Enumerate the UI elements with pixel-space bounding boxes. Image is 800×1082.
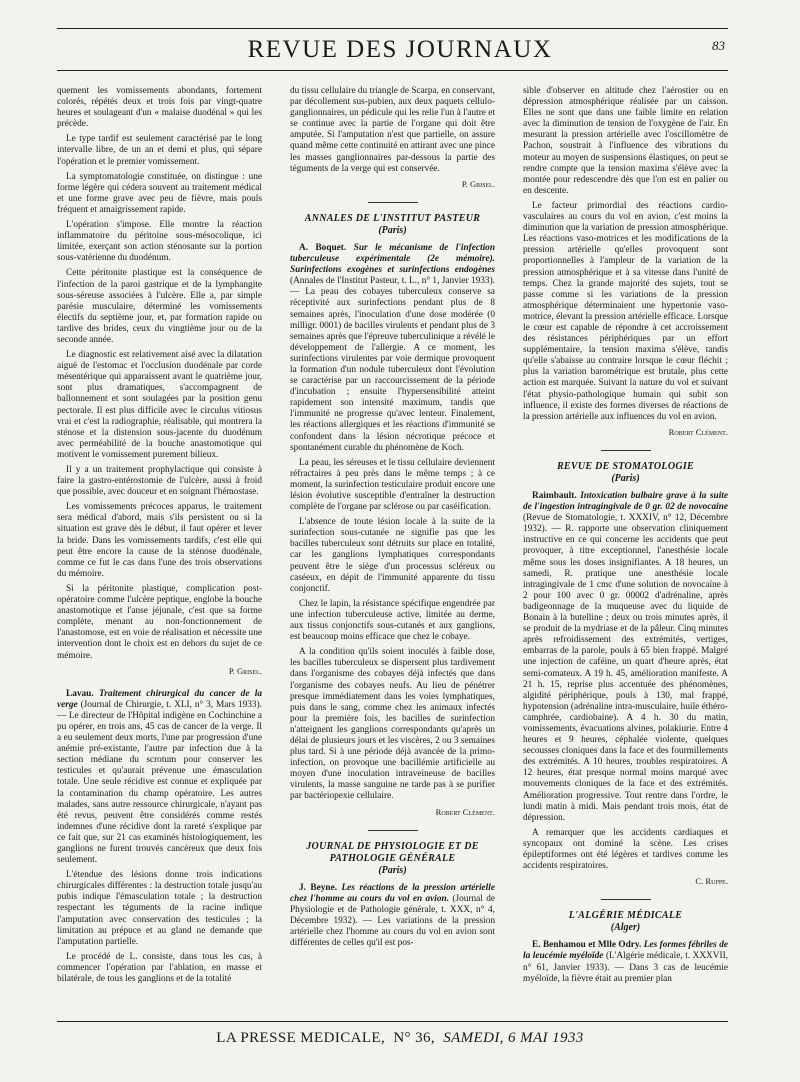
paragraph: quement les vomissements abondants, fortement colorés, répétés deux et trois fois par vingt-quatre heures et soulageant d'un « malaise duodénal » qui les précède. — [57, 86, 262, 130]
paragraph: A la condition qu'ils soient inoculés à faible dose, les bacilles tuberculeux se dispersent plus tardivement dans l'organisme des cobayes déjà infectés que dans l'organisme des cobayes neufs. Au lieu de pénétrer presque immédiatement dans les voies lymphatiques, puis dans le sang, comme chez les animaux infectés pour la première fois, les bacilles de surinfection n'atteignent les ganglions correspondants qu'après un délai de plusieurs jours et les viscères, 2 ou 3 semaines plus tard. Si à une période déjà avancée de la primo-infection, on provoque une bacillémie artificielle au moyen d'une inoculation intraveineuse de bacilles virulents, la masse sanguine ne tarde pas à se purifier par bactériopexie cellulaire. — [290, 647, 495, 802]
paragraph: Chez le lapin, la résistance spécifique engendrée par une infection tuberculeuse active, limitée au derme, aux tissus conjonctifs sous-cutanés et aux ganglions, est beaucoup moins efficace que chez le cobaye. — [290, 598, 495, 643]
article-text: Les variations de la pression artérielle chez l'homme au cours du vol en avion sont différentes de celles qu'il est pos- — [290, 916, 495, 949]
paragraph: A remarquer que les accidents cardiaques et syncopaux ont dominé la scène. Les crises épileptiformes ont été légères et tardives comme les accidents respiratoires. — [523, 827, 728, 872]
paragraph: L'étendue des lésions donne trois indications chirurgicales différentes : la destruction totale jusqu'au pubis indique l'émasculation totale ; la destruction respectant les téguments de la racine indique l'amputation avec conservation des testicules ; la limitation au prépuce et au gland ne demande que l'amputation partielle. — [57, 870, 262, 947]
page-number: 83 — [712, 38, 725, 53]
journal-section-city: (Paris) — [378, 224, 407, 236]
article-author: E. Benhamou et Mlle Odry. — [532, 940, 642, 951]
paragraph: Le type tardif est seulement caractérisé par le long intervalle libre, de un an et demi et plus, qui sépare l'opération et le premier vomissement. — [57, 134, 262, 167]
header-rule-bottom — [57, 70, 728, 71]
paragraph: Le procédé de L. consiste, dans tous les cas, à commencer l'opération par l'ablation, en masse et bilatérale, de tous les ganglions et de la totalité — [57, 951, 262, 985]
section-divider — [368, 202, 418, 203]
signature: Robert Clément. — [435, 806, 495, 817]
article-author: A. Boquet. — [299, 242, 347, 253]
footer-journal: LA PRESSE MEDICALE, — [216, 1030, 386, 1046]
journal-section-heading: L'ALGÉRIE MÉDICALE — [568, 910, 683, 922]
paragraph: Le facteur primordial des réactions cardio-vasculaires au cours du vol en avion, c'est moins la diminution que la variation de pression atmosphérique. Les réactions vaso-motrices et les modifications de la pression artérielle qu'elles provoquent sont proportionnelles à l'ampleur de la variation de la pression atmosphérique et à sa vitesse dans l'unité de temps. Chez la grande majorité des sujets, tout se passe comme si les variations de la pression atmosphérique déterminaient une hypertonie vaso-motrice, élevant la pression artérielle efficace. Lorsque le cœur est capable de répondre à cet accroissement des résistances périphériques par un effort supplémentaire, la tension maxima s'élève, tandis qu'elle s'abaisse au contraire lorsque le cœur fléchit ; plus la variation barométrique est brutale, plus cette action est marquée. Suivant la nature du vol et suivant l'état physio-pathologique humain qui subit son influence, il existe des formes diverses de réactions de la pression artérielle aux influences du vol en avion. — [523, 200, 728, 422]
article-lead — [57, 689, 262, 867]
article-title: Sur le mécanisme de l'infection tuberculeuse expérimentale (2e mémoire). Surinfections exogènes et surinfections endogènes — [290, 242, 495, 276]
footer-date: SAMEDI, 6 MAI 1933 — [443, 1030, 584, 1046]
paragraph: L'absence de toute lésion locale à la suite de la surinfection sous-cutanée ne signifie pas que les bacilles tuberculeux sont détruits sur place en totalité, car les ganglions lymphatiques correspondants peuvent être le siège d'un processus scléreux ou caséeux, en dépit de l'immunité apparente du tissu conjonctif. — [290, 517, 495, 594]
article-text: R. rapporte une observation cliniquement instructive en ce qui concerne les accidents que peut provoquer, à titre exceptionnel, l'anesthésie locale même sous les doses insignifiantes. A 18 heures, un samedi, R. pratique une anesthésie locale intragingivale de 1 cmc d'une solution de novocaïne à 2 pour 100 avec 0 gr. 00002 d'adrénaline, après badigeonnage de la muqueuse avec du liquide de Bonain à la butelline ; deux ou trois minutes après, il se produit de la mydriase et de la pâleur. Cinq minutes après refroidissement des extrémités, vertiges, embarras de la parole, pouls à 65 bien frappé. Malgré une injection de caféine, un quart d'heure après, état semi-comateux. A 19 h. 45, amélioration manifeste. A 21 h. 15, reprise plus accentuée des phénomènes, algidité périphérique, pouls à 130, mal frappé, hypotension (adrénaline intra-musculaire, huile éthéro-camphrée, cardiobaine). A 4 h. 30 du matin, vomissements, évacuations alvines, polakiurie. Entre 4 heures et 9 heures, céphalée violente, quelques secousses cloniques dans la face et des fourmillements des extrémités. A 10 heures, troubles respiratoires. A 12 heures, état presque normal moins marqué avec mouvements cloniques de la face et des extrémités. Amélioration progressive. Tout rentre dans l'ordre, le lundi matin à midi. Mais pendant trois mois, état de dépression. — [523, 524, 729, 823]
article-text: La peau des cobayes tuberculeux conserve sa réceptivité aux surinfections pendant plus de 8 semaines après, l'inoculation d'une dose modérée (0 milligr. 0001) de bacilles virulents et pendant plus de 3 semaines après que l'épreuve tuberculinique a révélé le développement de l'allergie. A ce moment, les surinfections virulentes par voie dermique provoquent la formation d'un nodule tuberculeux dont l'évolution se caractérise par un raccourcissement de la période d'incubation ; ensuite l'hypersensibilité atteint rapidement son intensité maximum, tandis que l'immunité ne progresse qu'avec lenteur. Finalement, les réactions allergiques et les réactions d'immunité se confondent dans la lésion nécrotique précoce et spontanément curable du phénomène de Koch. — [290, 287, 495, 453]
article-title: Les réactions de la pression artérielle chez l'homme au cours du vol en avion. — [290, 882, 495, 904]
signature: C. Ruppe. — [695, 876, 728, 887]
paragraph: La peau, les séreuses et le tissu cellulaire deviennent réfractaires à peu près dans le même temps ; à ce moment, la surinfection testiculaire produit encore une lésion évolutive susceptible d'entraîner la destruction complète de l'organe par sclérose ou par caséification. — [290, 457, 495, 513]
journal-section-city: (Paris) — [611, 472, 640, 484]
article-reference: (Journal de Chirurgie, t. XLI, n° 3, Mars 1933). — — [57, 699, 262, 721]
journal-section-city: (Alger) — [610, 922, 641, 934]
article-text: Dans 3 cas de leucémie myéloïde, la fièvre était au premier plan — [523, 962, 728, 984]
section-divider — [601, 899, 651, 900]
article-lead — [290, 243, 495, 454]
article-lead — [290, 883, 495, 950]
paragraph: L'opération s'impose. Elle montre la réaction inflammatoire du péritoine sous-mésocolique, ici limitée, exerçant son action sténosante sur la portion sous-vatérienne du duodénum. — [57, 220, 262, 264]
article-author: Raimbault. — [532, 491, 577, 501]
page-footer — [0, 1030, 800, 1047]
header-rule-top — [57, 28, 728, 29]
article-author: J. Beyne. — [299, 882, 338, 893]
paragraph: Si la péritonite plastique, complication post-opératoire comme l'ulcère peptique, englobe la bouche anastomotique et l'anse jéjunale, c'est que sa forme complète, menant au non-fonctionnement de l'anastomose, est en voie de réalisation et nécessite une intervention dont le choix est en dehors du sujet de ce mémoire. — [57, 583, 262, 661]
running-header-title: REVUE DES JOURNAUX — [247, 36, 553, 63]
article-title: Intoxication bulbaire grave à la suite de l'ingestion intragingivale de 0 gr. 02 de novocaine — [523, 491, 728, 513]
column-2 — [290, 86, 495, 953]
journal-section-heading: ANNALES DE L'INSTITUT PASTEUR — [304, 212, 481, 224]
article-reference: (Revue de Stomatologie, t. XXXIV, n° 12, Décembre 1932). — — [523, 513, 728, 535]
paragraph: du tissu cellulaire du triangle de Scarpa, en conservant, par décollement sus-pubien, aux deux paquets cellulo-ganglionnaires, un pédicule qui les relie l'un à l'autre et se continue avec la partie de l'organe qui doit être amputée. Si l'amputation n'est que partielle, on assure quand même cette continuité en attirant avec une pince les masses ganglionnaires par-dessous la partie des téguments de la verge qui est conservée. — [290, 86, 495, 174]
article-lead — [523, 491, 728, 824]
paragraph: Cette péritonite plastique est la conséquence de l'infection de la paroi gastrique et de la lymphangite sous-séreuse associées à l'ulcère. Elle a, par simple parésie musculaire, déterminé les vomissements électifs du septième jour, et, par formation rapide ou tardive des brides, ceux du vingtième jour ou de la seconde année. — [57, 268, 262, 345]
paragraph: Les vomissements précoces apparus, le traitement sera médical d'abord, mais s'ils persistent ou si la situation est grave dès le début, il faut opérer et lever la bride. Dans les vomissements tardifs, c'est elle qui peut être encore la cause de la sténose duodénale, comme ce fut le cas dans l'une des trois observations du mémoire. — [57, 502, 262, 579]
article-author: Lavau. — [66, 688, 94, 699]
article-text: Le directeur de l'Hôpital indigène en Cochinchine a pu opérer, en trois ans, 45 cas de cancer de la verge. Il a eu seulement deux morts, l'une par progression d'une anémie pré-existante, l'autre par infection due à la section médiane du scrotum pour conserver les testicules et qu'aurait prévenue une émasculation totale. Une seule récidive est connue et expliquée par la contamination du champ opératoire. Les autres malades, sans autre ressource chirurgicale, n'ayant pas été revus, peuvent être considérés comme restés indemnes d'une récidive dont la rareté s'explique par ce fait que, sur 21 cas examinés histologiquement, les ganglions ne furent trouvés cancéreux que deux fois seulement. — [57, 710, 263, 866]
journal-section-heading: REVUE DE STOMATOLOGIE — [556, 460, 695, 472]
column-1 — [57, 86, 262, 989]
footer-issue: N° 36, — [393, 1030, 436, 1046]
paragraph: Le diagnostic est relativement aisé avec la dilatation aiguë de l'estomac et l'occlusion duodénale par corde mésentérique qui apparaissent avant le quatrième jour, sont plus dramatiques, s'accompagnent de ballonnement et sont soulagées par la position genu pectorale. Il est plus difficile avec le circulus vitiosus vrai et c'est la radiographie, réalisable, qui montrera la sténose et la distension sous-jacente du duodénum avec perméabilité de la bouche anastomotique qui motivent le vomissement purement bilieux. — [57, 350, 262, 460]
journal-section-heading: JOURNAL DE PHYSIOLOGIE ET DE PATHOLOGIE GÉNÉRALE — [306, 840, 479, 864]
section-divider — [601, 450, 651, 451]
article-title: Traitement chirurgical du cancer de la verge — [57, 688, 262, 710]
signature: P. Grisel. — [461, 178, 495, 189]
journal-section-city: (Paris) — [378, 864, 407, 876]
article-reference: (Annales de l'Institut Pasteur, t. L., n° 1, Janvier 1933). — — [290, 276, 495, 298]
paragraph: sible d'observer en altitude chez l'aérostier ou en dépression atmosphérique réalisée par un caisson. Elles ne sont que dans une faible limite en relation avec la diminution de tension de l'oxygène de l'air. En mesurant la pression artérielle avec l'oscillomètre de Pachon, soustrait à l'influence des vibrations du moteur au moyen de suspensions élastiques, on peut se rendre compte que la tension maxima s'élève avec la montée pour redescendre dès que l'on est en palier ou en descente. — [523, 86, 728, 196]
paragraph: La symptomatologie constituée, on distingue : une forme légère qui cédera souvent au traitement médical et une forme grave avec peu de fièvre, mais pouls fréquent et amaigrissement rapide. — [57, 171, 262, 215]
signature: Robert Clément. — [668, 426, 728, 437]
article-lead — [523, 940, 728, 984]
article-reference: (L'Algérie médicale, t. XXXVII, n° 61, Janvier 1933). — — [523, 951, 728, 973]
footer-rule — [57, 1021, 728, 1022]
section-divider — [368, 830, 418, 831]
paragraph: Il y a un traitement prophylactique qui consiste à faire la gastro-entérostomie de l'ulcère, aussi à froid que possible, avec douceur et en soignant l'hémostase. — [57, 465, 262, 498]
article-title: Les formes fébriles de la leucémie myéloïde — [523, 940, 728, 962]
article-reference: (Journal de Physiologie et de Pathologie générale, t. XXX, n° 4, Décembre 1932). — — [290, 893, 495, 926]
signature: P. Grisel. — [228, 665, 262, 676]
column-3 — [523, 86, 728, 989]
